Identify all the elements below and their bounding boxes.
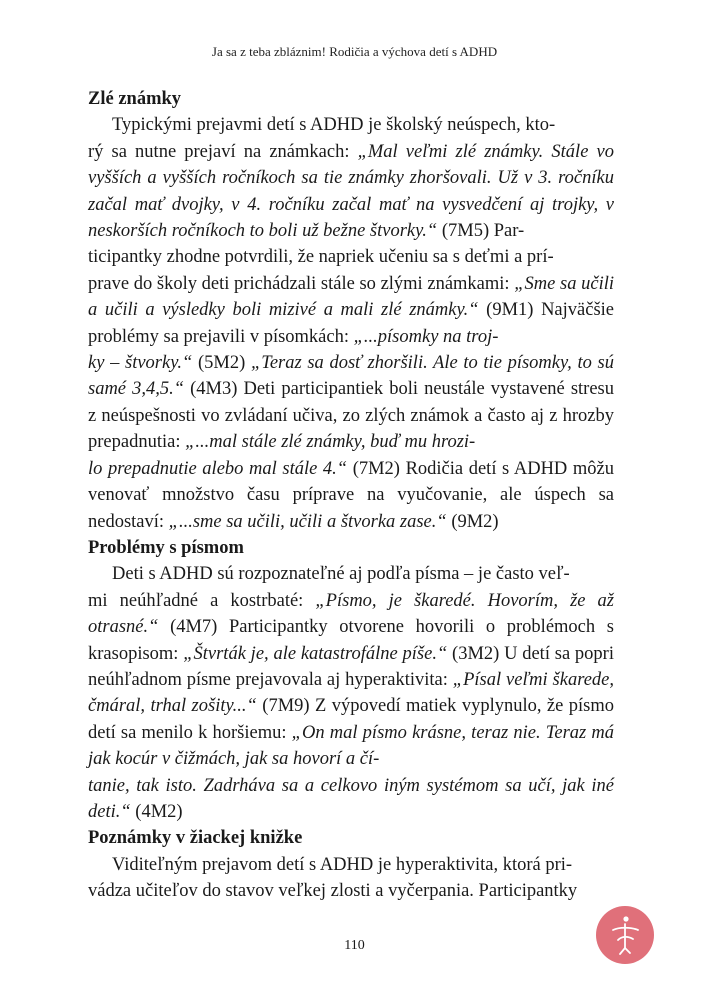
text-run: (7M9) Z výpovedí matiek xyxy=(256,696,457,717)
text-run: Typickými prejavmi detí s ADHD je školský neúspech, kto- xyxy=(112,115,556,136)
paragraph xyxy=(88,112,614,535)
running-head: Ja sa z teba zbláznim! Rodičia a výchova detí s ADHD xyxy=(211,44,498,59)
text-run: (3M2) U detí xyxy=(447,643,550,664)
quote-run: veľmi škarede, čmáral, trhal zošity...“ xyxy=(88,669,615,717)
text-run: aj z hrozby prepadnutia: xyxy=(88,405,615,453)
text-run: vyplynulo, že písmo detí sa menilo k horšiemu: xyxy=(88,696,615,743)
quote-run: „Písmo, je škaredé. Hovorím, že až xyxy=(315,590,614,611)
text-run: ticipantky zhodne potvrdili, že napriek učeniu sa s deťmi a prí- xyxy=(88,247,554,268)
text-run: Viditeľným prejavom detí s ADHD je hyperaktivita, ktorá pri- xyxy=(112,854,573,875)
text-run: (4M7) Participantky otvorene hovorili o problémoch xyxy=(158,617,596,638)
text-run: sa popri neúhľadnom písme prejavovala aj hyperaktivita: xyxy=(88,643,614,690)
quote-run: tanie, tak isto. Zadrháva sa a celkovo iným systémom sa učí, jak xyxy=(88,775,585,796)
quote-run: otrasné.“ xyxy=(88,617,159,638)
quote-run: sa učili a učili a výsledky boli mizivé a mali zlé známky.“ xyxy=(88,273,615,321)
text-run: (4M3) Deti participantiek boli neustále vystavené xyxy=(184,379,565,400)
text-run: stresu z neúspešnosti vo zvládaní učiva, zo zlých známok a často xyxy=(88,379,615,426)
quote-run: „Mal veľmi zlé známky. Stále xyxy=(357,141,589,162)
quote-run: sú samé 3,4,5.“ xyxy=(88,353,614,400)
paragraph xyxy=(88,852,614,905)
text-run: s krasopisom: xyxy=(88,617,614,664)
quote-run: ky – štvorky.“ xyxy=(88,353,193,374)
text-run: prave do školy deti prichádzali stále so zlými známkami: xyxy=(88,273,515,294)
text-run: (5M2) xyxy=(192,353,251,374)
text-run: vádza učiteľov do stavov veľkej zlosti a vyčerpania. Participantky xyxy=(88,881,578,902)
quote-run: lo prepadnutie alebo mal stále 4.“ xyxy=(88,458,348,479)
text-run: Deti s ADHD sú rozpoznateľné aj podľa písma – je často veľ- xyxy=(112,564,570,585)
page-number: 110 xyxy=(344,938,365,953)
quote-run: iné deti.“ xyxy=(88,775,614,822)
text-run: rý sa nutne prejaví na známkach: xyxy=(88,141,358,162)
text-run: môžu venovať množstvo času príprave na vyučovanie, ale úspech xyxy=(88,458,615,506)
section-heading: Zlé známky xyxy=(88,89,182,109)
quote-run: trojky, v neskorších ročníkoch to boli už bežne štvorky.“ xyxy=(88,194,615,242)
quote-run: vo vyšších a vyšších ročníkoch sa tie známky zhoršovali. Už v 3. xyxy=(88,141,615,189)
quote-run: ročníku začal mať dvojky, v 4. ročníku začal mať na vysvedčení aj xyxy=(88,168,614,215)
text-run: mi neúhľadné a kostrbaté: xyxy=(88,590,316,611)
figure-in-circle-logo xyxy=(596,906,654,964)
quote-run: „Teraz sa dosť zhoršili. Ale to tie písomky, to xyxy=(250,353,592,374)
quote-run: „...sme sa učili, učili a štvorka zase.“ xyxy=(168,511,447,532)
quote-run: „...písomky na troj- xyxy=(353,326,499,347)
text-run: (9M2) xyxy=(446,511,499,532)
section-heading: Problémy s písmom xyxy=(88,537,244,558)
text-run: (7M2) Rodičia detí s ADHD xyxy=(347,458,568,479)
quote-run: „On mal písmo xyxy=(291,722,407,743)
quote-run: „...mal stále zlé známky, buď mu hrozi- xyxy=(185,432,476,453)
quote-run: krásne, teraz nie. Teraz má jak kocúr v čižmách, jak sa hovorí a čí- xyxy=(88,722,615,770)
text-block xyxy=(88,86,614,905)
quote-run: „Štvrták je, ale katastrofálne píše.“ xyxy=(183,643,448,664)
text-run: (4M2) xyxy=(130,801,183,822)
text-run: Najväčšie problémy sa prejavili v písomkách: xyxy=(88,300,614,347)
text-run: (9M1) xyxy=(478,300,534,321)
quote-run: „Sme xyxy=(514,273,556,294)
text-run: (7M5) Par- xyxy=(437,221,525,242)
text-run: sa nedostaví: xyxy=(88,485,614,532)
quote-run: „Písal xyxy=(452,669,502,690)
paragraph xyxy=(88,561,614,825)
section-heading: Poznámky v žiackej knižke xyxy=(88,828,303,849)
